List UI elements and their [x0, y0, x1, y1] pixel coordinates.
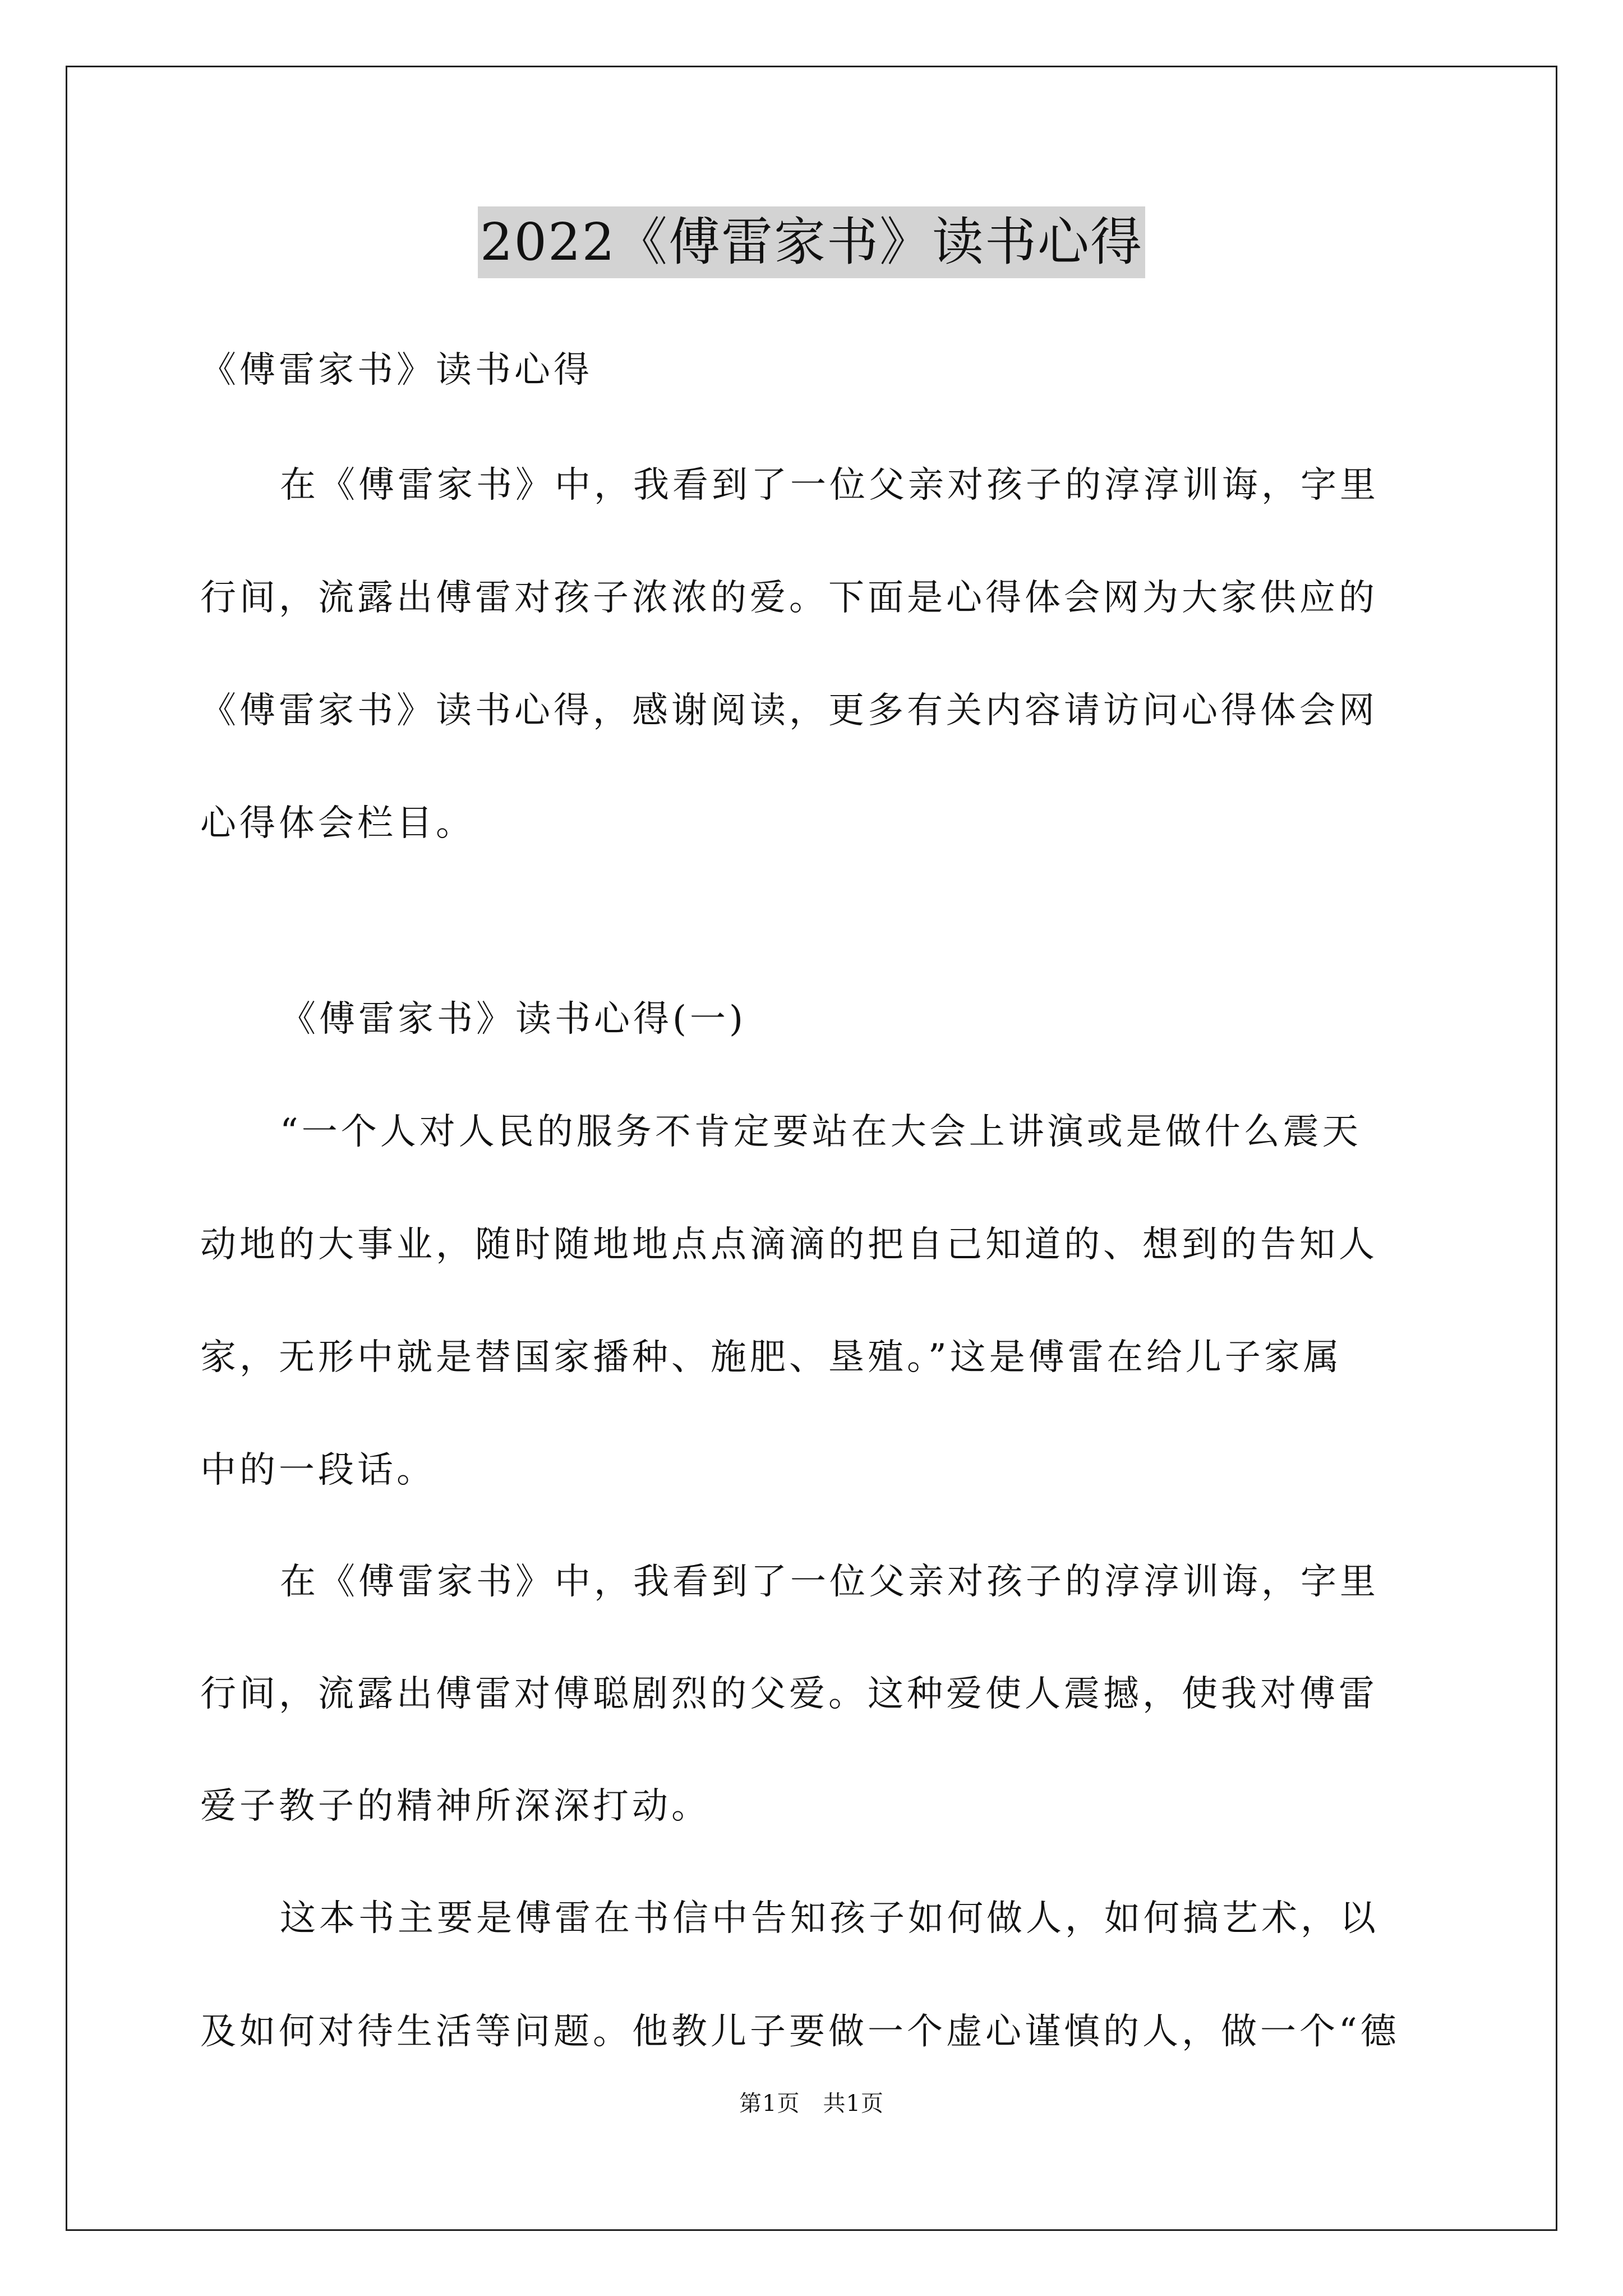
title-container: [0, 206, 1623, 278]
body-line: 中的一段话。: [200, 1450, 436, 1491]
body-line: 行间，流露出傅雷对孩子浓浓的爱。下面是心得体会网为大家供应的: [200, 577, 1378, 619]
body-line: 在《傅雷家书》中，我看到了一位父亲对孩子的淳淳训诲，字里: [280, 1561, 1379, 1603]
body-line: 爱子教子的精神所深深打动。: [200, 1786, 711, 1827]
body-line: 这本书主要是傅雷在书信中告知孩子如何做人，如何搞艺术，以: [280, 1898, 1379, 1939]
body-line: 心得体会栏目。: [200, 803, 475, 844]
body-line: 家，无形中就是替国家播种、施肥、垦殖。”这是傅雷在给儿子家属: [200, 1337, 1343, 1378]
body-line: 动地的大事业，随时随地地点点滴滴的把自己知道的、想到的告知人: [200, 1224, 1378, 1266]
body-line: 《傅雷家书》读书心得，感谢阅读，更多有关内容请访问心得体会网: [200, 690, 1378, 731]
body-line: 及如何对待生活等问题。他教儿子要做一个虚心谨慎的人，做一个“德: [200, 2011, 1400, 2053]
body-line: 《傅雷家书》读书心得: [200, 349, 593, 391]
body-line: 行间，流露出傅雷对傅聪剧烈的父爱。这种爱使人震撼，使我对傅雷: [200, 1673, 1378, 1715]
page-footer: 第1页 共1页: [739, 2091, 884, 2116]
body-line: 在《傅雷家书》中，我看到了一位父亲对孩子的淳淳训诲，字里: [280, 464, 1379, 506]
section-heading: 《傅雷家书》读书心得(一): [280, 999, 746, 1040]
body-line: “一个人对人民的服务不肯定要站在大会上讲演或是做什么震天: [280, 1111, 1362, 1153]
document-title: 2022《傅雷家书》读书心得: [478, 206, 1145, 278]
